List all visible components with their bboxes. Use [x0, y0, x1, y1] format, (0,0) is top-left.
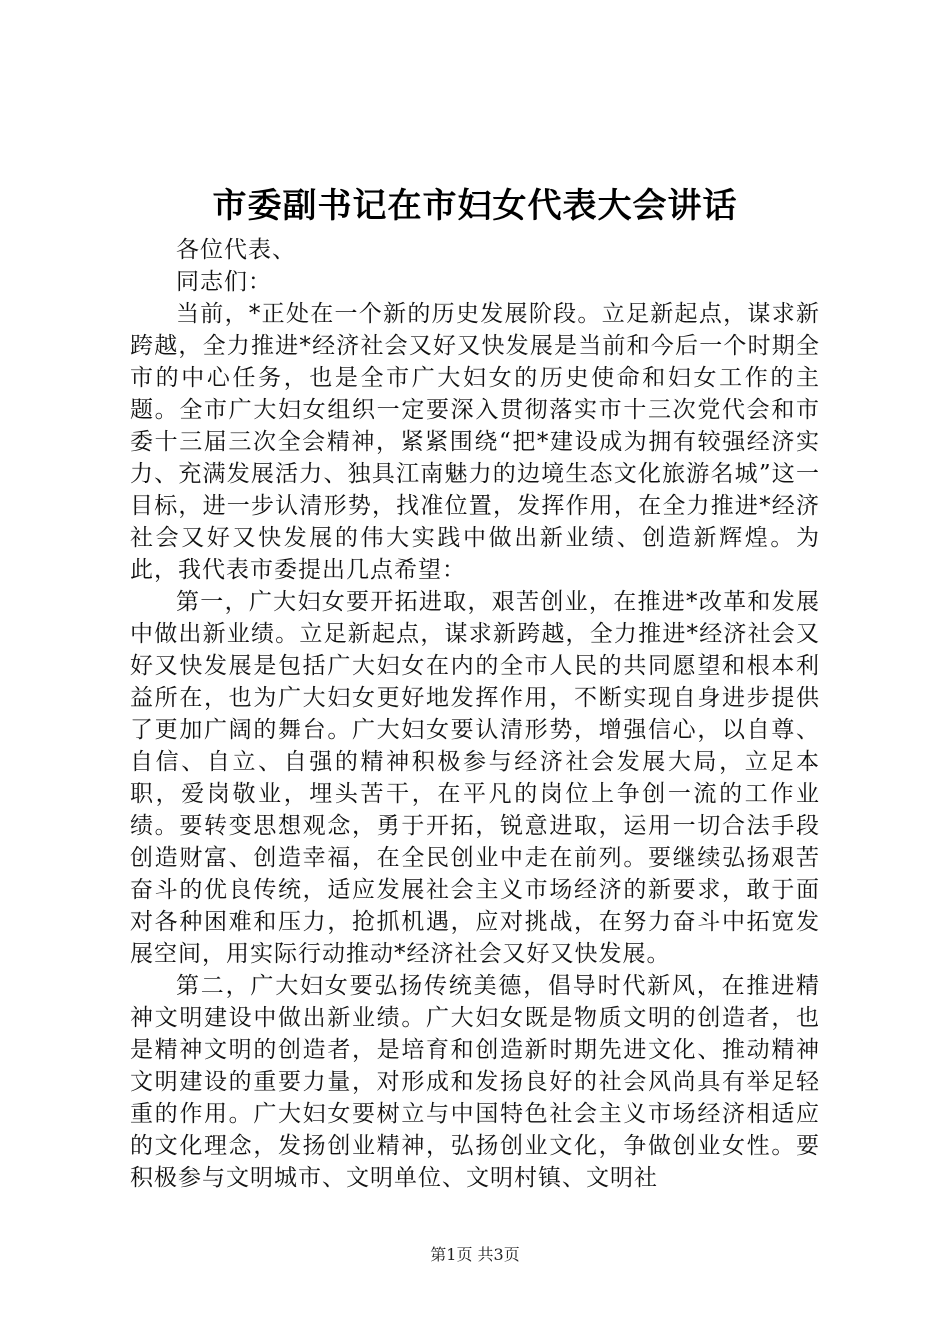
body-paragraph: 当前，*正处在一个新的历史发展阶段。立足新起点，谋求新跨越，全力推进*经济社会又好又快发展是当前和今后一个时期全市的中心任务，也是全市广大妇女的历史使命和妇女工作的主题。全市广大妇女组织一定要深入贯彻落实市十三次党代会和市委十三届三次全会精神，紧紧围绕“把*建设成为拥有较强经济实力、充满发展活力、独具江南魅力的边境生态文化旅游名城”这一目标，进一步认清形势，找准位置，发挥作用，在全力推进*经济社会又好又快发展的伟大实践中做出新业绩、创造新辉煌。为此，我代表市委提出几点希望： [130, 301, 820, 583]
salutation-line: 同志们： [176, 269, 272, 295]
body-paragraph: 第二，广大妇女要弘扬传统美德，倡导时代新风，在推进精神文明建设中做出新业绩。广大妇女既是物质文明的创造者，也是精神文明的创造者，是培育和创造新时期先进文化、推动精神文明建设的重要力量，对形成和发扬良好的社会风尚具有举足轻重的作用。广大妇女要树立与中国特色社会主义市场经济相适应的文化理念，发扬创业精神，弘扬创业文化，争做创业女性。要积极参与文明城市、文明单位、文明村镇、文明社 [130, 973, 820, 1191]
document-title: 市委副书记在市妇女代表大会讲话 [212, 186, 738, 226]
page-footer: 第1页 共3页 [430, 1245, 520, 1264]
salutation-line: 各位代表、 [176, 237, 296, 263]
document-body [130, 234, 820, 1194]
body-paragraph: 第一，广大妇女要开拓进取，艰苦创业，在推进*改革和发展中做出新业绩。立足新起点，谋求新跨越，全力推进*经济社会又好又快发展是包括广大妇女在内的全市人民的共同愿望和根本利益所在，也为广大妇女更好地发挥作用，不断实现自身进步提供了更加广阔的舞台。广大妇女要认清形势，增强信心，以自尊、自信、自立、自强的精神积极参与经济社会发展大局，立足本职，爱岗敬业，埋头苦干，在平凡的岗位上争创一流的工作业绩。要转变思想观念，勇于开拓，锐意进取，运用一切合法手段创造财富、创造幸福，在全民创业中走在前列。要继续弘扬艰苦奋斗的优良传统，适应发展社会主义市场经济的新要求，敢于面对各种困难和压力，抢抓机遇，应对挑战，在努力奋斗中拓宽发展空间，用实际行动推动*经济社会又好又快发展。 [130, 589, 820, 967]
